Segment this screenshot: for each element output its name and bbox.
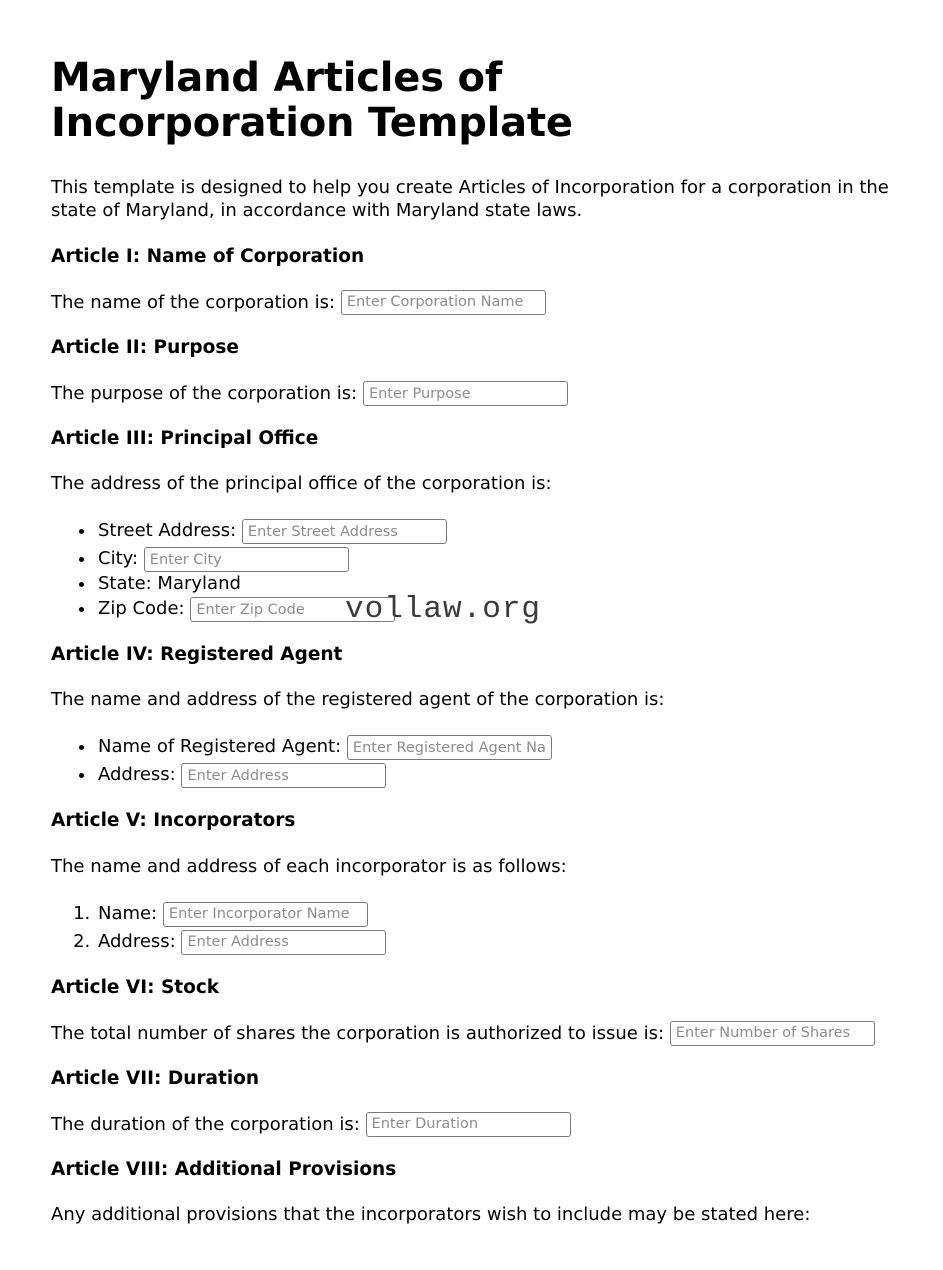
article-i-heading: Article I: Name of Corporation (51, 245, 365, 267)
list-item (96, 519, 892, 544)
article-viii-heading: Article VIII: Additional Provisions (51, 1158, 397, 1180)
article-v-heading: Article V: Incorporators (51, 810, 296, 832)
city-label: • City: (98, 548, 139, 570)
state-static-value: • State: Maryland (98, 573, 241, 595)
list-item (96, 547, 892, 572)
article-vi-heading: Article VI: Stock (51, 976, 220, 998)
incorporator-name-label: 1. Name: (98, 902, 158, 924)
city-input[interactable] (144, 547, 349, 572)
list-item (96, 575, 892, 594)
registered-agent-address-label: • Address: (98, 764, 176, 786)
intro-paragraph: This template is designed to help you create Articles of Incorporation for a corporation in the state of Maryland, in accordance with Maryland state laws. (51, 176, 889, 221)
list-item (96, 597, 892, 622)
article-vii-heading: Article VII: Duration (51, 1067, 260, 1089)
article-vii-duration-row (51, 1112, 892, 1137)
article-viii-section (51, 1159, 892, 1226)
article-iii-heading: Article III: Principal Office (51, 428, 319, 450)
article-iv-section (51, 644, 892, 788)
zip-code-label: • Zip Code: (98, 598, 185, 620)
article-i-section (51, 246, 892, 315)
registered-agent-name-input[interactable] (347, 735, 552, 760)
incorporators-list (51, 902, 892, 955)
article-iv-heading: Article IV: Registered Agent (51, 644, 343, 666)
article-vii-section (51, 1068, 892, 1137)
registered-agent-name-label: • Name of Registered Agent: (98, 736, 342, 758)
list-item (96, 735, 892, 760)
list-item (96, 902, 892, 927)
article-v-label: The name and address of each incorporator is as follows: (51, 855, 567, 877)
number-of-shares-input[interactable] (670, 1021, 875, 1046)
principal-office-list (51, 519, 892, 622)
page-title: Maryland Articles of Incorporation Template (51, 55, 573, 146)
article-ii-purpose-label: The purpose of the corporation is: (51, 382, 358, 404)
corporation-name-input[interactable] (341, 290, 546, 315)
article-viii-label: Any additional provisions that the incorporators wish to include may be stated here: (51, 1204, 811, 1226)
registered-agent-address-input[interactable] (181, 763, 386, 788)
article-iii-label: The address of the principal office of the corporation is: (51, 473, 552, 495)
incorporator-address-input[interactable] (181, 930, 386, 955)
article-iii-section (51, 428, 892, 622)
site-watermark: vollaw.org (345, 592, 542, 627)
article-vi-shares-label: The total number of shares the corporation is authorized to issue is: (51, 1022, 665, 1044)
street-address-input[interactable] (242, 519, 447, 544)
duration-input[interactable] (366, 1112, 571, 1137)
article-vi-section (51, 977, 892, 1046)
incorporator-address-label: 2. Address: (98, 930, 176, 952)
article-iv-label: The name and address of the registered agent of the corporation is: (51, 689, 665, 711)
article-ii-purpose-row (51, 381, 892, 406)
incorporator-name-input[interactable] (163, 902, 368, 927)
article-i-name-label: The name of the corporation is: (51, 291, 336, 313)
list-item (96, 763, 892, 788)
article-ii-section (51, 337, 892, 406)
article-v-section (51, 810, 892, 954)
article-i-name-row (51, 290, 892, 315)
article-ii-heading: Article II: Purpose (51, 336, 239, 358)
list-item (96, 930, 892, 955)
purpose-input[interactable] (363, 381, 568, 406)
registered-agent-list (51, 735, 892, 788)
article-vi-shares-row (51, 1021, 892, 1046)
zip-code-input[interactable] (190, 597, 395, 622)
article-vii-duration-label: The duration of the corporation is: (51, 1113, 360, 1135)
street-address-label: • Street Address: (98, 520, 237, 542)
